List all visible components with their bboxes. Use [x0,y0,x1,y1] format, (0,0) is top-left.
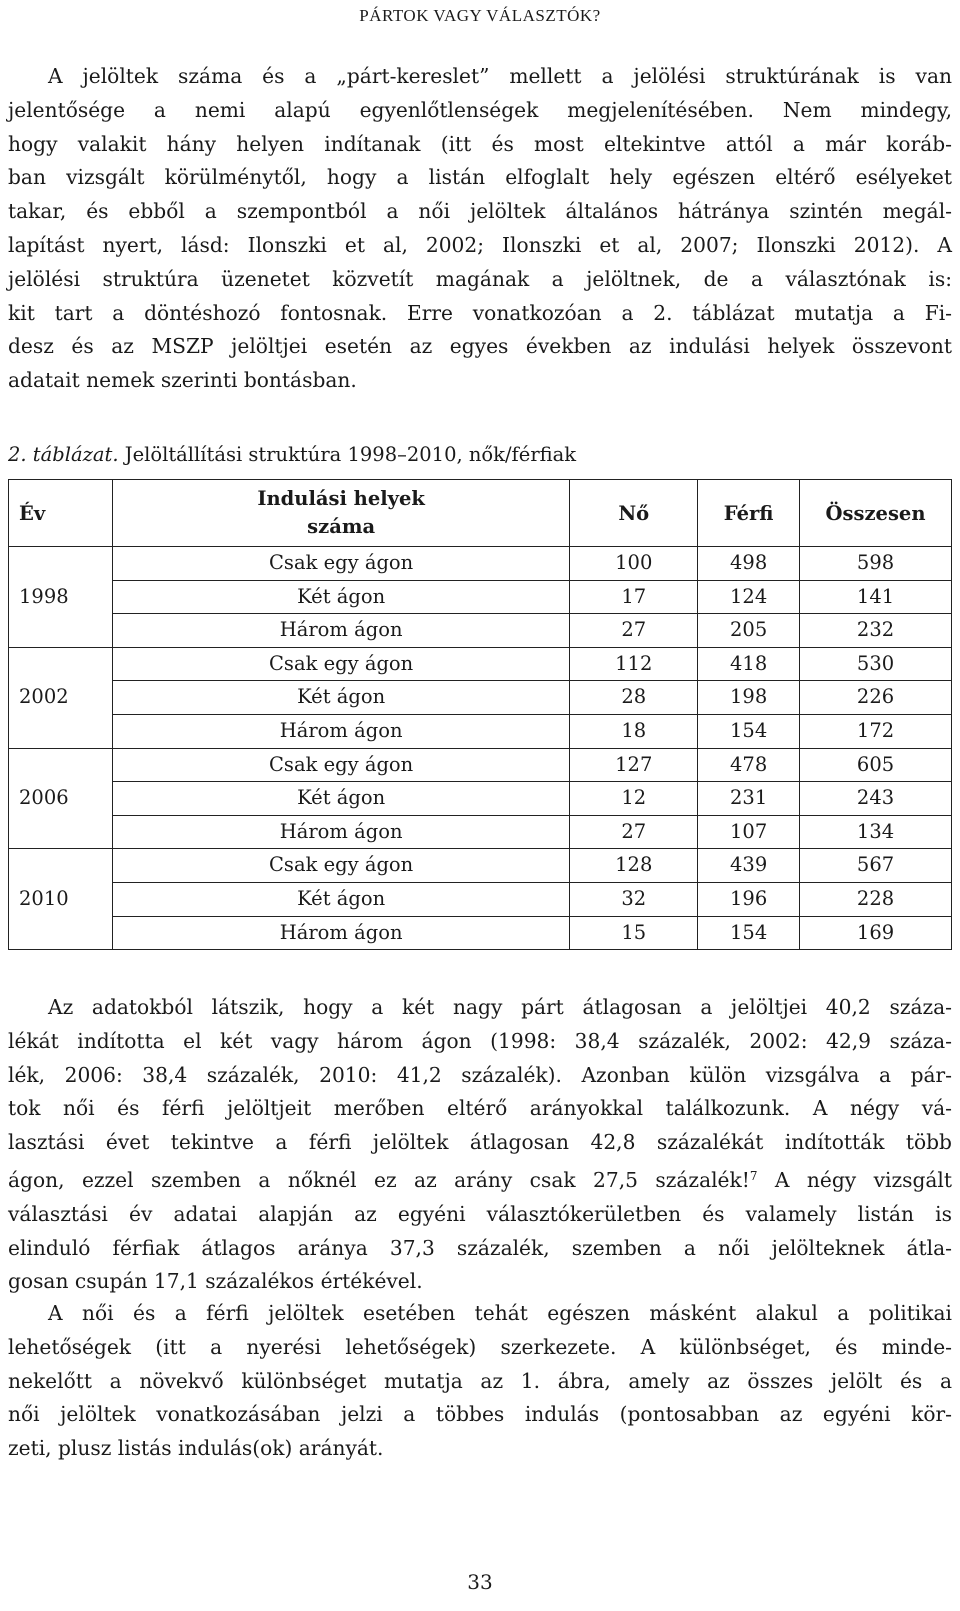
cell-male: 154 [698,916,800,950]
text-line: lék, 2006: 38,4 százalék, 2010: 41,2 százalék). Azonban külön vizsgálva a pár- [8,1062,952,1087]
table-row [9,882,952,916]
cell-female: 27 [570,614,698,648]
cell-female: 17 [570,580,698,614]
table-row [9,614,952,648]
cell-female: 100 [570,547,698,581]
cell-year [9,647,113,681]
cell-male: 231 [698,782,800,816]
header-female: Nő [570,480,698,547]
text-line: női jelöltek vonatkozásában jelzi a többes indulás (pontosabban az egyéni kör- [8,1402,952,1427]
cell-total: 243 [800,782,952,816]
table-row [9,580,952,614]
header-total: Összesen [800,480,952,547]
text-line: kit tart a döntéshozó fontosnak. Erre vonatkozóan a 2. táblázat mutatja a Fi- [8,300,952,325]
cell-total: 226 [800,681,952,715]
text-line: jelölési struktúra üzenetet közvetít magának a jelöltnek, de a választónak is: [8,266,952,291]
cell-slots: Két ágon [112,782,569,816]
text-line: hogy valakit hány helyen indítanak (itt és most eltekintve attól a már koráb- [8,131,952,156]
text-line: Az adatokból látszik, hogy a két nagy párt átlagosan a jelöltjei 40,2 száza- [48,995,952,1019]
table-caption-label: 2. táblázat. [8,443,119,466]
cell-female: 32 [570,882,698,916]
text-line-with-footnote [8,1160,952,1198]
cell-year [9,748,113,782]
cell-female: 27 [570,815,698,849]
cell-total: 169 [800,916,952,950]
cell-total: 232 [800,614,952,648]
cell-total: 141 [800,580,952,614]
text-segment: A négy vizsgált [774,1167,952,1192]
cell-total: 567 [800,849,952,883]
table-row [9,849,952,883]
cell-total: 605 [800,748,952,782]
table-row [9,916,952,950]
table-row [9,815,952,849]
table-row [9,647,952,681]
cell-male: 418 [698,647,800,681]
text-line: takar, és ebből a szempontból a női jelöltek általános hátránya szintén megál- [8,199,952,224]
text-segment: ágon, ezzel szemben a nőknél ez az arány csak 27,5 százalék! [8,1167,750,1192]
cell-male: 198 [698,681,800,715]
text-line: adatait nemek szerinti bontásban. [8,368,357,393]
paragraph-3 [8,1297,952,1466]
cell-slots: Csak egy ágon [112,647,569,681]
cell-male: 498 [698,547,800,581]
cell-total: 228 [800,882,952,916]
cell-year: 2006 [9,782,113,816]
table-row [9,714,952,748]
cell-year [9,849,113,883]
text-line: tok női és férfi jelöltjeit merőben eltérő arányokkal találkozunk. A négy vá- [8,1096,952,1121]
cell-slots: Három ágon [112,916,569,950]
cell-total: 172 [800,714,952,748]
running-header: PÁRTOK VAGY VÁLASZTÓK? [359,6,601,25]
text-line: lasztási évet tekintve a férfi jelöltek átlagosan 42,8 százalékát indították több [8,1130,952,1155]
table-row [9,547,952,581]
cell-total: 134 [800,815,952,849]
cell-slots: Két ágon [112,681,569,715]
cell-female: 18 [570,714,698,748]
cell-year: 1998 [9,580,113,614]
cell-slots: Három ágon [112,815,569,849]
text-line: lékát indította el két vagy három ágon (1998: 38,4 százalék, 2002: 42,9 száza- [8,1028,952,1053]
cell-year [9,714,113,748]
cell-female: 15 [570,916,698,950]
paragraph-1 [8,60,952,398]
cell-male: 154 [698,714,800,748]
cell-total: 530 [800,647,952,681]
page-number: 33 [467,1570,493,1594]
cell-year: 2002 [9,681,113,715]
table-row [9,681,952,715]
cell-slots: Csak egy ágon [112,849,569,883]
cell-slots: Két ágon [112,580,569,614]
text-line: A női és a férfi jelöltek esetében tehát egészen másként alakul a politikai [48,1301,952,1325]
text-line: lapítást nyert, lásd: Ilonszki et al, 2002; Ilonszki et al, 2007; Ilonszki 2012). A [8,232,952,257]
cell-male: 196 [698,882,800,916]
text-line: A jelöltek száma és a „párt-kereslet” mellett a jelölési struktúrának is van [48,64,952,88]
cell-female: 12 [570,782,698,816]
table-row [9,782,952,816]
cell-year [9,547,113,581]
cell-female: 127 [570,748,698,782]
text-line: jelentősége a nemi alapú egyenlőtlenségek megjelenítésében. Nem mindegy, [8,97,952,122]
text-line: nekelőtt a növekvő különbséget mutatja az 1. ábra, amely az összes jelölt és a [8,1368,952,1393]
cell-male: 478 [698,748,800,782]
table-row [9,748,952,782]
cell-male: 107 [698,815,800,849]
text-line: ban vizsgált körülménytől, hogy a listán elfoglalt hely egészen eltérő esélyeket [8,165,952,190]
table-caption-text: Jelöltállítási struktúra 1998–2010, nők/férfiak [118,443,577,466]
paragraph-2 [8,991,952,1299]
cell-slots: Két ágon [112,882,569,916]
header-year: Év [9,480,113,547]
cell-total: 598 [800,547,952,581]
text-line: desz és az MSZP jelöltjei esetén az egyes években az indulási helyek összevont [8,334,952,359]
header-male: Férfi [698,480,800,547]
cell-year [9,614,113,648]
text-line: zeti, plusz listás indulás(ok) arányát. [8,1436,384,1461]
text-line: elinduló férfiak átlagos aránya 37,3 százalék, szemben a női jelölteknek átla- [8,1235,952,1260]
cell-slots: Csak egy ágon [112,748,569,782]
cell-male: 124 [698,580,800,614]
text-line: gosan csupán 17,1 százalékos értékével. [8,1269,423,1294]
text-line: választási év adatai alapján az egyéni választókerületben és valamely listán is [8,1201,952,1226]
cell-slots: Csak egy ágon [112,547,569,581]
table-header-row [9,480,952,547]
cell-year [9,815,113,849]
cell-male: 439 [698,849,800,883]
cell-year: 2010 [9,882,113,916]
candidacy-table [8,479,952,950]
cell-slots: Három ágon [112,614,569,648]
cell-female: 128 [570,849,698,883]
cell-year [9,916,113,950]
cell-female: 28 [570,681,698,715]
table-caption [8,443,576,466]
header-slots-label: Indulási helyek száma [257,487,425,538]
cell-female: 112 [570,647,698,681]
cell-male: 205 [698,614,800,648]
footnote-mark: 7 [749,1168,758,1183]
cell-slots: Három ágon [112,714,569,748]
header-slots [112,480,569,547]
text-line: lehetőségek (itt a nyerési lehetőségek) szerkezete. A különbséget, és minde- [8,1334,952,1359]
